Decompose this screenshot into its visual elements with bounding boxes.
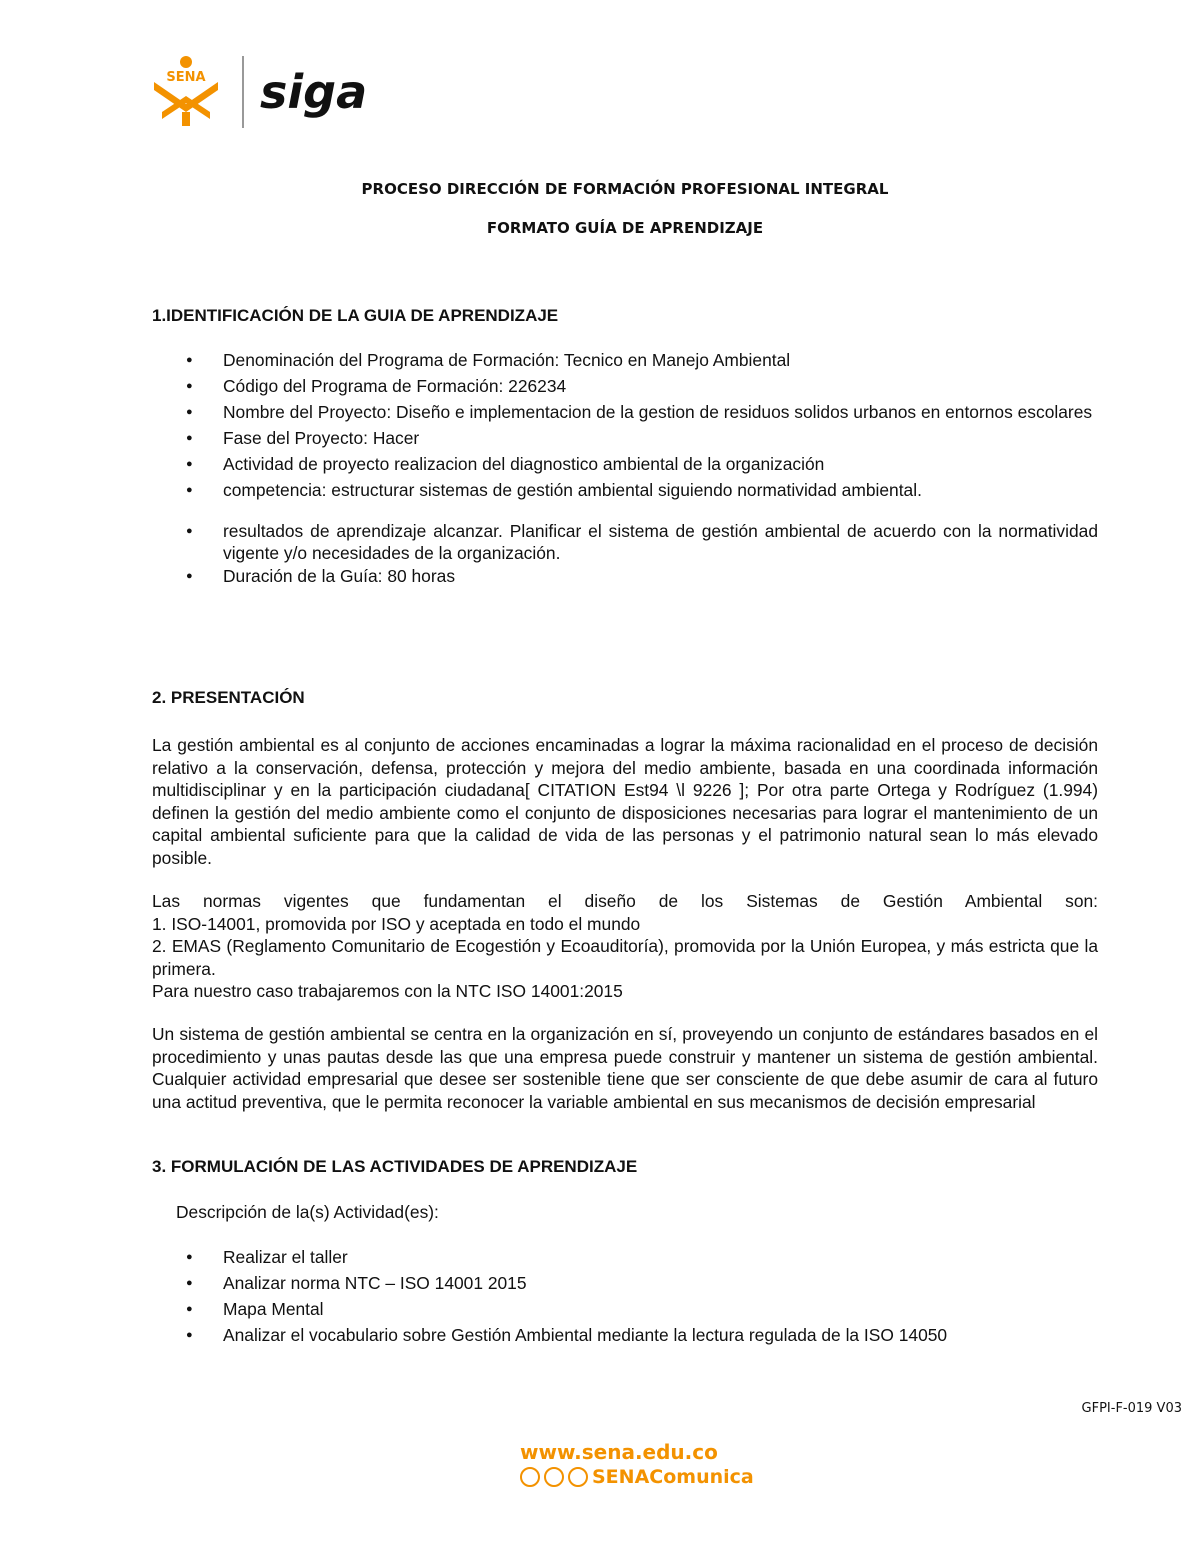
list-item: ● Analizar el vocabulario sobre Gestión Ambiental mediante la lectura regulada de la ISO 14050 <box>186 1323 1098 1347</box>
section3-heading: 3. FORMULACIÓN DE LAS ACTIVIDADES DE APRENDIZAJE <box>152 1157 638 1176</box>
siga-logo-text: siga <box>260 65 368 119</box>
list-item: ● Realizar el taller <box>186 1245 1098 1269</box>
website-link[interactable]: www.sena.edu.co <box>520 1440 718 1464</box>
social-handle: SENAComunica <box>592 1466 754 1488</box>
presentation-paragraph-1: La gestión ambiental es al conjunto de acciones encaminadas a lograr la máxima racionalidad en el proceso de decisión relativo a la conservación, defensa, protección y mejora del medio ambiente, basada en una coordinada información multidisciplinar y en la participación ciudadana[ CITATION Est94 \l 9226 ]; Por otra parte Ortega y Rodríguez (1.994) definen la gestión del medio ambiente como el conjunto de disposiciones necesarias para lograr el mantenimiento de un capital ambiental suficiente para que la calidad de vida de las personas y el patrimonio natural sean lo más elevado posible. <box>152 735 1098 868</box>
social-row <box>520 1466 760 1488</box>
list-item: ● Denominación del Programa de Formación: Tecnico en Manejo Ambiental <box>186 348 1098 372</box>
identification-list <box>186 348 1098 588</box>
presentation-paragraph-2 <box>152 890 1098 1003</box>
norms-line: Las normas vigentes que fundamentan el diseño de los Sistemas de Gestión Ambiental son: <box>152 891 1098 911</box>
document-code: GFPI-F-019 V03 <box>1081 1401 1182 1416</box>
norms-line: 2. EMAS (Reglamento Comunitario de Ecogestión y Ecoauditoría), promovida por la Unión Europea, y más estricta que la primera. <box>152 936 1098 979</box>
list-item: ● Analizar norma NTC – ISO 14001 2015 <box>186 1271 1098 1295</box>
list-item: ● Fase del Proyecto: Hacer <box>186 426 1098 450</box>
list-item: ● Mapa Mental <box>186 1297 1098 1321</box>
process-title: PROCESO DIRECCIÓN DE FORMACIÓN PROFESIONAL INTEGRAL <box>361 180 889 198</box>
facebook-icon[interactable] <box>568 1467 588 1487</box>
list-item: ● competencia: estructurar sistemas de gestión ambiental siguiendo normatividad ambiental. <box>186 478 1098 502</box>
twitter-icon[interactable] <box>520 1467 540 1487</box>
norms-line: 1. ISO-14001, promovida por ISO y aceptada en todo el mundo <box>152 913 641 934</box>
format-title: FORMATO GUÍA DE APRENDIZAJE <box>486 219 764 237</box>
norms-line: Para nuestro caso trabajaremos con la NTC ISO 14001:2015 <box>152 981 623 1002</box>
list-item: ● resultados de aprendizaje alcanzar. Planificar el sistema de gestión ambiental de acuerdo con la normatividad vigente y/o necesidades de la organización. <box>186 520 1098 564</box>
sena-logo-text: SENA <box>166 70 206 85</box>
list-item: ● Duración de la Guía: 80 horas <box>186 564 1098 588</box>
section2-heading: 2. PRESENTACIÓN <box>152 688 305 707</box>
list-item: ● Nombre del Proyecto: Diseño e implementacion de la gestion de residuos solidos urbanos en entornos escolares <box>186 400 1098 424</box>
activities-list <box>186 1245 1098 1347</box>
section1-heading: 1.IDENTIFICACIÓN DE LA GUIA DE APRENDIZAJE <box>152 306 559 325</box>
list-item: ● Actividad de proyecto realizacion del diagnostico ambiental de la organización <box>186 452 1098 476</box>
youtube-icon[interactable] <box>544 1467 564 1487</box>
presentation-paragraph-3: Un sistema de gestión ambiental se centra en la organización en sí, proveyendo un conjunto de estándares basados en el procedimiento y unas pautas desde las que una empresa puede construir y mantener un sistema de gestión ambiental. Cualquier actividad empresarial que desee ser sostenible tiene que ser consciente de que debe asumir de cara al futuro una actitud preventiva, que le permita reconocer la variable ambiental en sus mecanismos de decisión empresarial <box>152 1024 1098 1112</box>
sena-siga-logo <box>148 52 388 132</box>
list-item: ● Código del Programa de Formación: 226234 <box>186 374 1098 398</box>
activities-intro: Descripción de la(s) Actividad(es): <box>176 1202 439 1222</box>
footer <box>520 1440 760 1488</box>
